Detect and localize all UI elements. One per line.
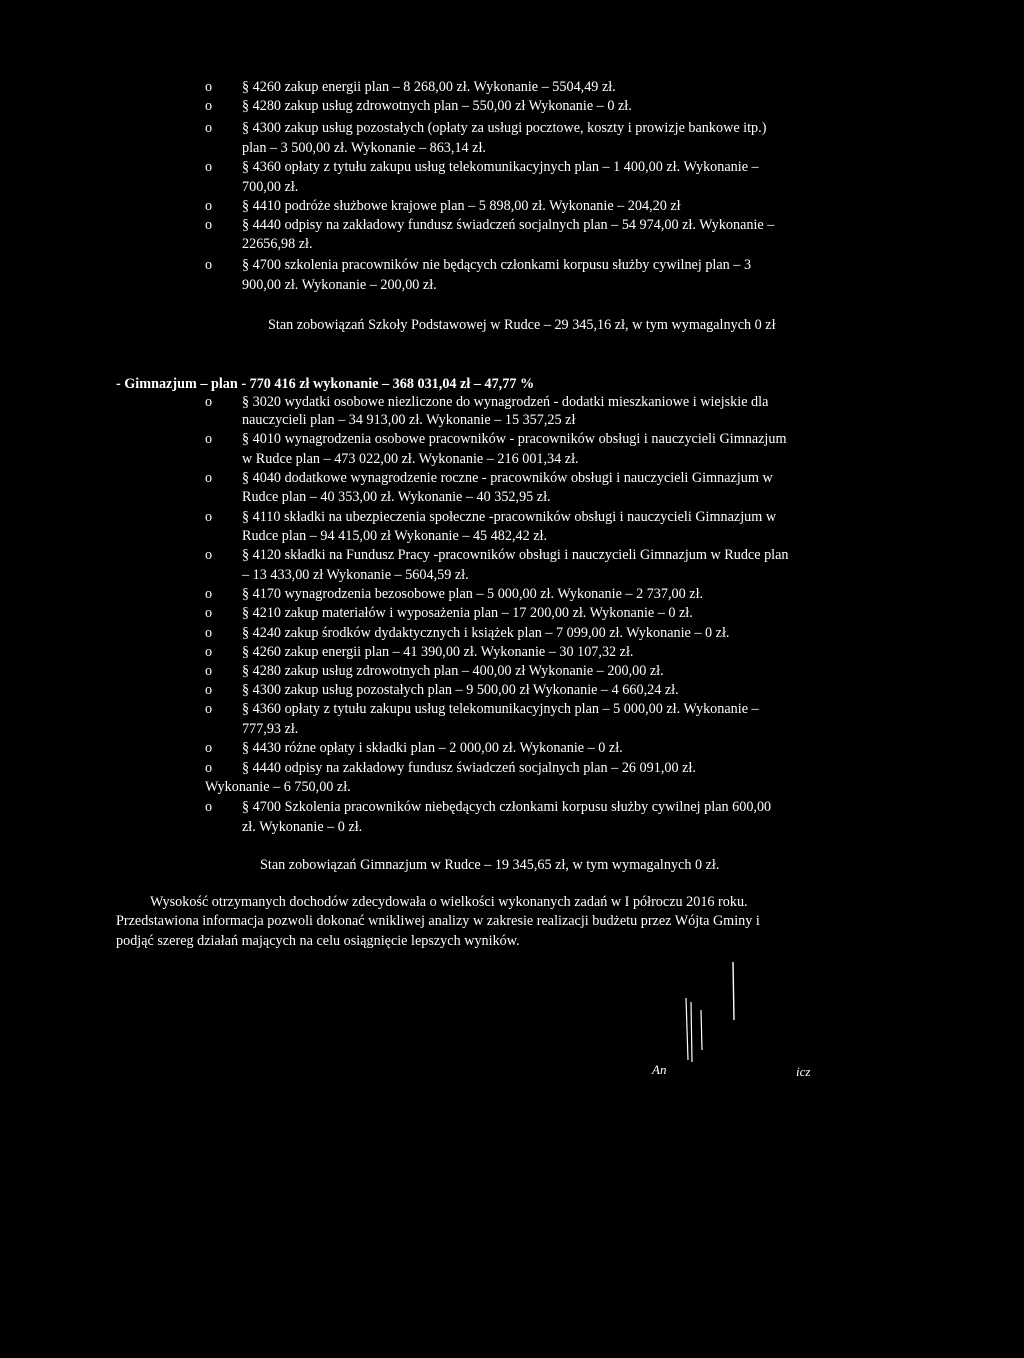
bullet: o [205,547,213,563]
school-item-4360-cont: 700,00 zł. [242,179,299,195]
signature-right: icz [796,1064,811,1079]
item-text: § 4280 zakup usług zdrowotnych plan – 400,00 zł Wykonanie – 200,00 zł. [242,663,664,679]
gim-item-4110 [205,508,902,527]
item-text: § 4260 zakup energii plan – 41 390,00 zł. Wykonanie – 30 107,32 zł. [242,644,634,660]
bullet: o [205,98,213,114]
school-item-4260 [205,78,902,97]
gim-item-4280 [205,662,902,681]
bullet: o [205,217,213,233]
gim-item-4700-cont: zł. Wykonanie – 0 zł. [242,819,363,835]
bullet: o [205,79,213,95]
bullet: o [205,760,213,776]
school-item-4360 [205,158,902,177]
bullet: o [205,625,213,641]
bullet: o [205,644,213,660]
item-text: § 4260 zakup energii plan – 8 268,00 zł. Wykonanie – 5504,49 zł. [242,79,616,95]
item-text: § 4120 składki na Fundusz Pracy -pracowników obsługi i nauczycieli Gimnazjum w Rudce plan [242,547,789,563]
item-text: § 4240 zakup środków dydaktycznych i książek plan – 7 099,00 zł. Wykonanie – 0 zł. [242,625,730,641]
item-text: § 4440 odpisy na zakładowy fundusz świadczeń socjalnych plan – 26 091,00 zł. [242,760,696,776]
closing-line-3: podjąć szereg działań mających na celu osiągnięcie lepszych wyników. [116,933,520,949]
bullet: o [205,394,213,410]
bullet: o [205,431,213,447]
signature-stroke [670,960,750,1070]
item-text: § 4440 odpisy na zakładowy fundusz świadczeń socjalnych plan – 54 974,00 zł. Wykonanie – [242,217,775,233]
school-item-4280 [205,97,902,116]
closing-line-1: Wysokość otrzymanych dochodów zdecydowała o wielkości wykonanych zadań w I półroczu 2016 roku. [150,894,748,910]
gim-item-4110-cont: Rudce plan – 94 415,00 zł Wykonanie – 45 482,42 zł. [242,528,548,544]
item-text: § 4210 zakup materiałów i wyposażenia plan – 17 200,00 zł. Wykonanie – 0 zł. [242,605,693,621]
gim-item-4700 [205,798,902,817]
bullet: o [205,605,213,621]
item-text: § 4040 dodatkowe wynagrodzenie roczne - pracowników obsługi i nauczycieli Gimnazjum w [242,470,773,486]
gim-item-4210 [205,604,902,623]
gim-item-4360-cont: 777,93 zł. [242,721,299,737]
gim-item-4040 [205,469,902,488]
gim-item-4430 [205,739,902,758]
item-text: § 4170 wynagrodzenia bezosobowe plan – 5 000,00 zł. Wykonanie – 2 737,00 zł. [242,586,704,602]
gim-item-4010-cont: w Rudce plan – 473 022,00 zł. Wykonanie – 216 001,34 zł. [242,451,579,467]
bullet: o [205,682,213,698]
school-summary: Stan zobowiązań Szkoły Podstawowej w Rudce – 29 345,16 zł, w tym wymagalnych 0 zł [268,317,776,333]
gim-item-4010 [205,430,902,449]
bullet: o [205,120,213,136]
bullet: o [205,509,213,525]
item-text: § 4360 opłaty z tytułu zakupu usług telekomunikacyjnych plan – 1 400,00 zł. Wykonanie – [242,159,759,175]
item-text: § 4010 wynagrodzenia osobowe pracowników - pracowników obsługi i nauczycieli Gimnazjum [242,431,787,447]
gim-item-4300 [205,681,902,700]
gim-item-4040-cont: Rudce plan – 40 353,00 zł. Wykonanie – 40 352,95 zł. [242,489,551,505]
item-text: § 4280 zakup usług zdrowotnych plan – 550,00 zł Wykonanie – 0 zł. [242,98,632,114]
gimnazjum-summary: Stan zobowiązań Gimnazjum w Rudce – 19 345,65 zł, w tym wymagalnych 0 zł. [260,857,720,873]
school-item-4700-cont: 900,00 zł. Wykonanie – 200,00 zł. [242,277,437,293]
item-text: § 4360 opłaty z tytułu zakupu usług telekomunikacyjnych plan – 5 000,00 zł. Wykonanie – [242,701,759,717]
bullet: o [205,740,213,756]
item-text: § 4410 podróże służbowe krajowe plan – 5 898,00 zł. Wykonanie – 204,20 zł [242,198,681,214]
gim-item-3020 [205,393,902,412]
school-item-4300-cont: plan – 3 500,00 zł. Wykonanie – 863,14 zł. [242,140,486,156]
gim-item-4260 [205,643,902,662]
gim-item-4240 [205,624,902,643]
bullet: o [205,257,213,273]
item-text: § 4300 zakup usług pozostałych plan – 9 500,00 zł Wykonanie – 4 660,24 zł. [242,682,679,698]
school-item-4440-cont: 22656,98 zł. [242,236,313,252]
gim-item-4120-cont: – 13 433,00 zł Wykonanie – 5604,59 zł. [242,567,469,583]
school-item-4700 [205,256,902,275]
gim-item-3020-cont: nauczycieli plan – 34 913,00 zł. Wykonanie – 15 357,25 zł [242,412,576,428]
gim-item-4440-cont: Wykonanie – 6 750,00 zł. [205,779,351,795]
bullet: o [205,159,213,175]
bullet: o [205,799,213,815]
item-text: § 4430 różne opłaty i składki plan – 2 000,00 zł. Wykonanie – 0 zł. [242,740,623,756]
gimnazjum-heading: - Gimnazjum – plan - 770 416 zł wykonanie – 368 031,04 zł – 47,77 % [116,376,535,392]
school-item-4410 [205,197,902,216]
closing-line-2: Przedstawiona informacja pozwoli dokonać wnikliwej analizy w zakresie realizacji budżetu przez Wójta Gminy i [116,913,760,929]
school-item-4440 [205,216,902,235]
school-item-4300 [205,119,902,138]
bullet: o [205,586,213,602]
gim-item-4170 [205,585,902,604]
gim-item-4440 [205,759,902,778]
item-text: § 3020 wydatki osobowe niezliczone do wynagrodzeń - dodatki mieszkaniowe i wiejskie dla [242,394,769,410]
bullet: o [205,198,213,214]
bullet: o [205,663,213,679]
gim-item-4120 [205,546,902,565]
item-text: § 4300 zakup usług pozostałych (opłaty za usługi pocztowe, koszty i prowizje bankowe itp.) [242,120,767,136]
bullet: o [205,470,213,486]
item-text: § 4700 szkolenia pracowników nie będących członkami korpusu służby cywilnej plan – 3 [242,257,752,273]
item-text: § 4700 Szkolenia pracowników niebędących członkami korpusu służby cywilnej plan 600,00 [242,799,772,815]
item-text: § 4110 składki na ubezpieczenia społeczne -pracowników obsługi i nauczycieli Gimnazjum w [242,509,777,525]
signature-left: An [652,1062,667,1077]
gim-item-4360 [205,700,902,719]
bullet: o [205,701,213,717]
